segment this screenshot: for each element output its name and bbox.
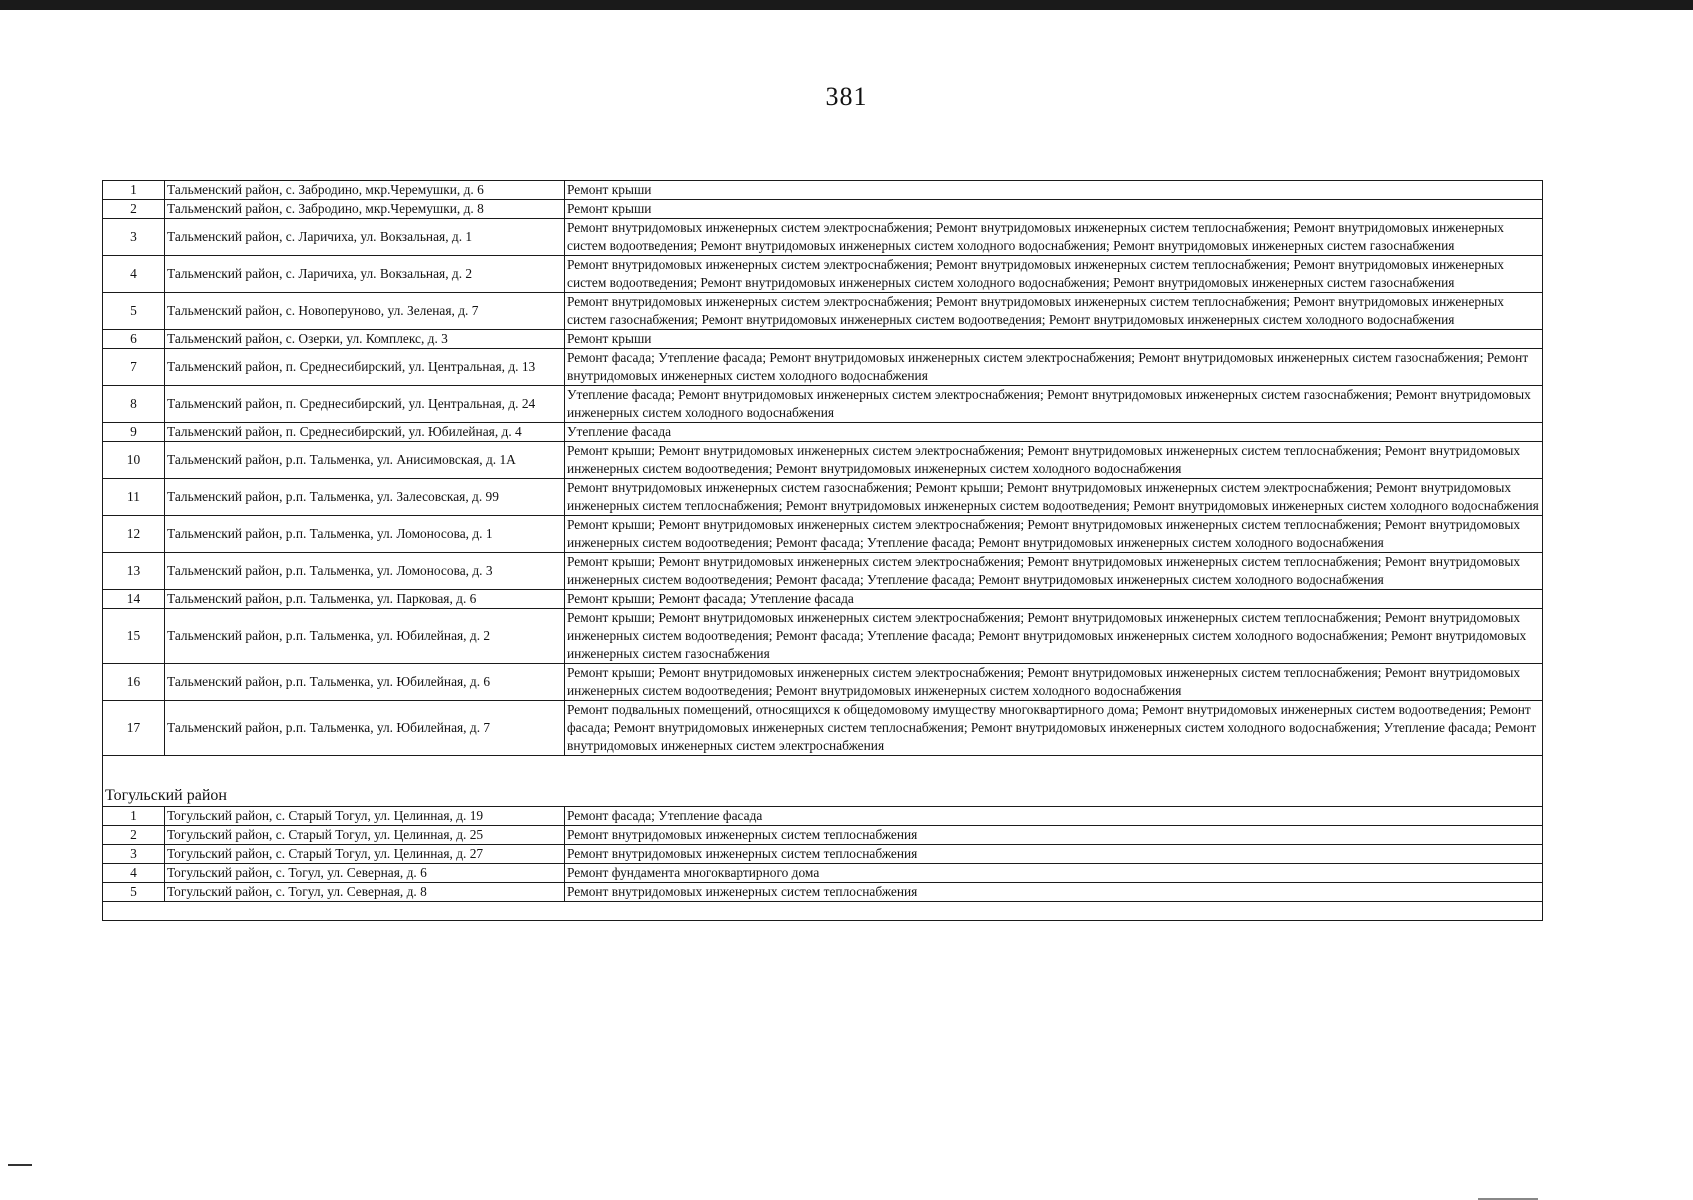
row-works: Ремонт подвальных помещений, относящихся к общедомовому имуществу многоквартирного дома; Ремонт внутридомовых инженерных систем водоотведения; Ремонт фасада; Ремонт внутридомовых инженерных систем теплоснабжения; Ремонт внутридомовых инженерных систем холодного водоснабжения; Утепление фасада; Ремонт внутридомовых инженерных систем электроснабжения [565,701,1543,756]
row-address: Тогульский район, с. Тогул, ул. Северная, д. 8 [165,883,565,902]
row-number: 1 [103,181,165,200]
row-works: Ремонт фундамента многоквартирного дома [565,864,1543,883]
row-works: Ремонт крыши; Ремонт внутридомовых инженерных систем электроснабжения; Ремонт внутридомовых инженерных систем теплоснабжения; Ремонт внутридомовых инженерных систем водоотведения; Ремонт фасада; Утепление фасада; Ремонт внутридомовых инженерных систем холодного водоснабжения [565,516,1543,553]
scan-artifact-mark [8,1164,32,1166]
row-works: Ремонт внутридомовых инженерных систем электроснабжения; Ремонт внутридомовых инженерных систем теплоснабжения; Ремонт внутридомовых инженерных систем водоотведения; Ремонт внутридомовых инженерных систем холодного водоснабжения; Ремонт внутридомовых инженерных систем газоснабжения [565,256,1543,293]
row-works: Ремонт крыши; Ремонт фасада; Утепление фасада [565,590,1543,609]
table-row [103,826,1543,845]
row-works: Ремонт внутридомовых инженерных систем теплоснабжения [565,883,1543,902]
talmensky-rows [103,181,1543,756]
table-tail [103,902,1543,921]
row-address: Тальменский район, р.п. Тальменка, ул. Анисимовская, д. 1А [165,442,565,479]
row-number: 2 [103,826,165,845]
row-address: Тогульский район, с. Старый Тогул, ул. Целинная, д. 27 [165,845,565,864]
row-works: Ремонт фасада; Утепление фасада; Ремонт внутридомовых инженерных систем электроснабжения; Ремонт внутридомовых инженерных систем газоснабжения; Ремонт внутридомовых инженерных систем холодного водоснабжения [565,349,1543,386]
row-number: 12 [103,516,165,553]
table-row [103,330,1543,349]
row-number: 11 [103,479,165,516]
table-row [103,200,1543,219]
table-row [103,553,1543,590]
table-row [103,181,1543,200]
row-address: Тогульский район, с. Старый Тогул, ул. Целинная, д. 19 [165,807,565,826]
row-works: Ремонт крыши; Ремонт внутридомовых инженерных систем электроснабжения; Ремонт внутридомовых инженерных систем теплоснабжения; Ремонт внутридомовых инженерных систем водоотведения; Ремонт внутридомовых инженерных систем холодного водоснабжения [565,664,1543,701]
row-works: Ремонт фасада; Утепление фасада [565,807,1543,826]
row-works: Ремонт крыши [565,330,1543,349]
row-number: 9 [103,423,165,442]
row-number: 3 [103,219,165,256]
table-row [103,423,1543,442]
table-row [103,442,1543,479]
row-address: Тальменский район, п. Среднесибирский, ул. Центральная, д. 13 [165,349,565,386]
row-address: Тальменский район, с. Забродино, мкр.Черемушки, д. 8 [165,200,565,219]
empty-trailing-cell [103,902,1543,921]
row-works: Ремонт крыши; Ремонт внутридомовых инженерных систем электроснабжения; Ремонт внутридомовых инженерных систем теплоснабжения; Ремонт внутридомовых инженерных систем водоотведения; Ремонт фасада; Утепление фасада; Ремонт внутридомовых инженерных систем холодного водоснабжения; Ремонт внутридомовых инженерных систем газоснабжения [565,609,1543,664]
row-number: 1 [103,807,165,826]
empty-trailing-row [103,902,1543,921]
table-row [103,479,1543,516]
row-works: Утепление фасада; Ремонт внутридомовых инженерных систем электроснабжения; Ремонт внутридомовых инженерных систем газоснабжения; Ремонт внутридомовых инженерных систем холодного водоснабжения [565,386,1543,423]
table-row [103,845,1543,864]
row-number: 14 [103,590,165,609]
row-number: 16 [103,664,165,701]
scan-top-border [0,0,1693,10]
row-address: Тогульский район, с. Старый Тогул, ул. Целинная, д. 25 [165,826,565,845]
work-list-table [102,180,1543,921]
table-row [103,864,1543,883]
row-number: 17 [103,701,165,756]
row-number: 3 [103,845,165,864]
row-address: Тальменский район, р.п. Тальменка, ул. Юбилейная, д. 2 [165,609,565,664]
section-spacer-cell [103,756,1543,787]
row-works: Ремонт крыши [565,181,1543,200]
row-works: Утепление фасада [565,423,1543,442]
row-address: Тальменский район, п. Среднесибирский, ул. Центральная, д. 24 [165,386,565,423]
table-row [103,349,1543,386]
table-row [103,883,1543,902]
row-number: 7 [103,349,165,386]
togulsky-section [103,756,1543,807]
row-works: Ремонт крыши; Ремонт внутридомовых инженерных систем электроснабжения; Ремонт внутридомовых инженерных систем теплоснабжения; Ремонт внутридомовых инженерных систем водоотведения; Ремонт внутридомовых инженерных систем холодного водоснабжения [565,442,1543,479]
row-number: 6 [103,330,165,349]
table-row [103,590,1543,609]
row-number: 4 [103,256,165,293]
section-spacer-row [103,756,1543,787]
togulsky-rows [103,807,1543,902]
row-address: Тальменский район, п. Среднесибирский, ул. Юбилейная, д. 4 [165,423,565,442]
row-works: Ремонт внутридомовых инженерных систем электроснабжения; Ремонт внутридомовых инженерных систем теплоснабжения; Ремонт внутридомовых инженерных систем водоотведения; Ремонт внутридомовых инженерных систем холодного водоснабжения; Ремонт внутридомовых инженерных систем газоснабжения [565,219,1543,256]
row-address: Тальменский район, р.п. Тальменка, ул. Юбилейная, д. 6 [165,664,565,701]
section-title: Тогульский район [103,786,1543,807]
page-number: 381 [825,82,868,111]
table-row [103,293,1543,330]
row-works: Ремонт внутридомовых инженерных систем электроснабжения; Ремонт внутридомовых инженерных систем теплоснабжения; Ремонт внутридомовых инженерных систем газоснабжения; Ремонт внутридомовых инженерных систем водоотведения; Ремонт внутридомовых инженерных систем холодного водоснабжения [565,293,1543,330]
section-header-row [103,786,1543,807]
table-row [103,516,1543,553]
row-address: Тогульский район, с. Тогул, ул. Северная, д. 6 [165,864,565,883]
row-number: 2 [103,200,165,219]
row-works: Ремонт крыши; Ремонт внутридомовых инженерных систем электроснабжения; Ремонт внутридомовых инженерных систем теплоснабжения; Ремонт внутридомовых инженерных систем водоотведения; Ремонт фасада; Утепление фасада; Ремонт внутридомовых инженерных систем холодного водоснабжения [565,553,1543,590]
row-address: Тальменский район, р.п. Тальменка, ул. Парковая, д. 6 [165,590,565,609]
row-number: 13 [103,553,165,590]
row-number: 4 [103,864,165,883]
row-address: Тальменский район, р.п. Тальменка, ул. Ломоносова, д. 3 [165,553,565,590]
row-address: Тальменский район, с. Озерки, ул. Комплекс, д. 3 [165,330,565,349]
row-works: Ремонт внутридомовых инженерных систем теплоснабжения [565,845,1543,864]
row-number: 15 [103,609,165,664]
table-row [103,386,1543,423]
table-row [103,701,1543,756]
row-number: 5 [103,293,165,330]
row-address: Тальменский район, с. Ларичиха, ул. Вокзальная, д. 2 [165,256,565,293]
row-works: Ремонт внутридомовых инженерных систем газоснабжения; Ремонт крыши; Ремонт внутридомовых инженерных систем электроснабжения; Ремонт внутридомовых инженерных систем теплоснабжения; Ремонт внутридомовых инженерных систем водоотведения; Ремонт внутридомовых инженерных систем холодного водоснабжения [565,479,1543,516]
row-address: Тальменский район, с. Новоперуново, ул. Зеленая, д. 7 [165,293,565,330]
table-row [103,219,1543,256]
row-number: 8 [103,386,165,423]
row-works: Ремонт крыши [565,200,1543,219]
row-number: 10 [103,442,165,479]
row-address: Тальменский район, с. Забродино, мкр.Черемушки, д. 6 [165,181,565,200]
table-row [103,664,1543,701]
row-address: Тальменский район, р.п. Тальменка, ул. Ломоносова, д. 1 [165,516,565,553]
row-works: Ремонт внутридомовых инженерных систем теплоснабжения [565,826,1543,845]
table-row [103,609,1543,664]
row-number: 5 [103,883,165,902]
table-row [103,807,1543,826]
table-row [103,256,1543,293]
row-address: Тальменский район, с. Ларичиха, ул. Вокзальная, д. 1 [165,219,565,256]
row-address: Тальменский район, р.п. Тальменка, ул. Юбилейная, д. 7 [165,701,565,756]
row-address: Тальменский район, р.п. Тальменка, ул. Залесовская, д. 99 [165,479,565,516]
